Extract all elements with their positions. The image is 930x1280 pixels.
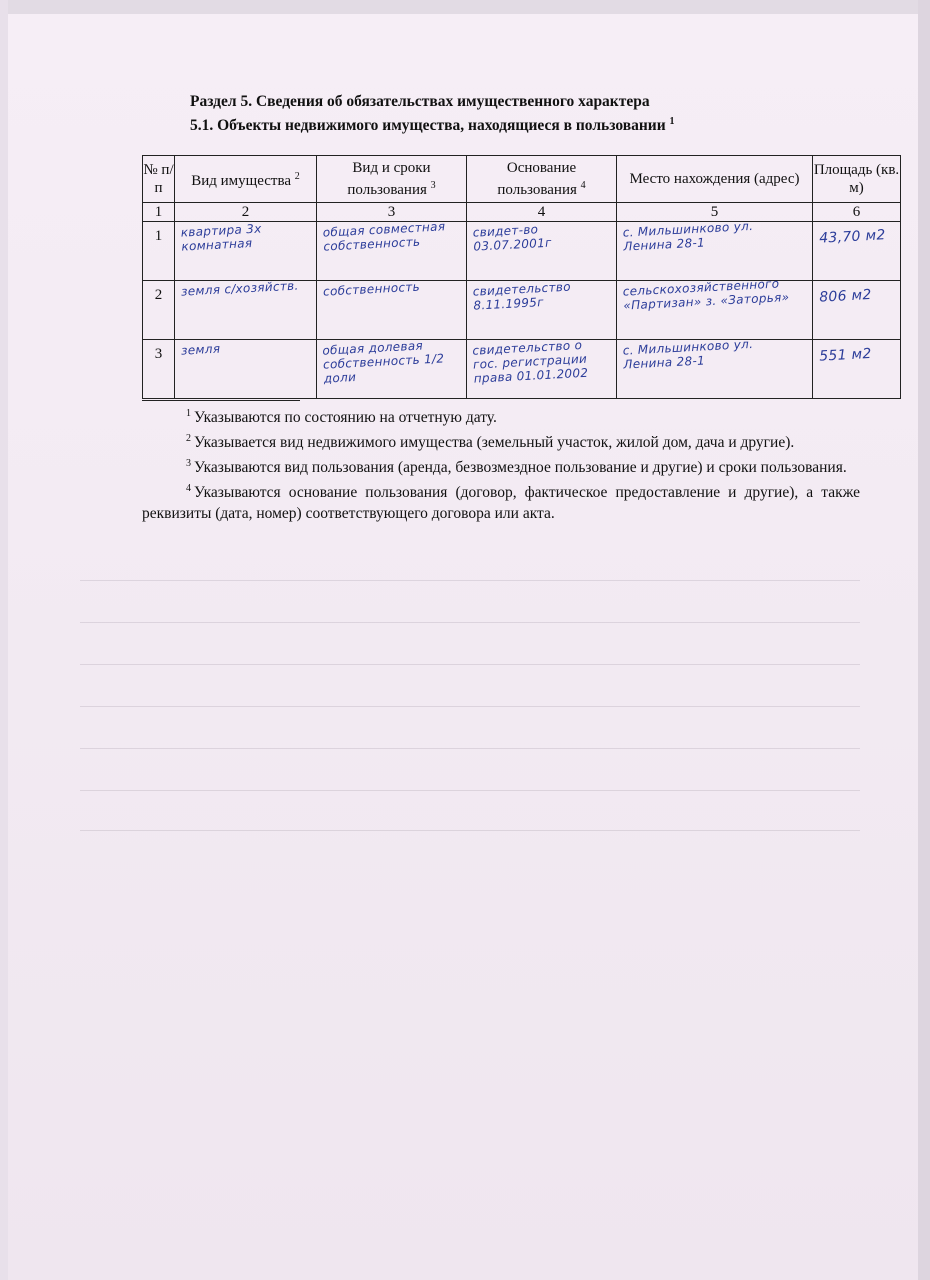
cell-usage-basis: свидетельство о гос. регистрации права 01.01.2002 — [467, 340, 617, 399]
scan-edge-left — [0, 0, 8, 1280]
cell-location: с. Мильшинково ул. Ленина 28-1 — [617, 340, 813, 399]
bleed-through-line — [80, 706, 860, 707]
bleed-through-line — [80, 790, 860, 791]
cell-location: с. Мильшинково ул. Ленина 28-1 — [617, 222, 813, 281]
column-number: 6 — [813, 203, 901, 222]
cell-property-type: земля с/хозяйств. — [175, 281, 317, 340]
subsection-title — [190, 112, 675, 136]
header-usage-basis: Основание пользования $^4$ — [467, 156, 617, 203]
cell-area: 43,70 м2 — [813, 222, 901, 281]
row-number: 3 — [143, 340, 175, 399]
bleed-through-line — [80, 664, 860, 665]
subsection-title-text: 5.1. Объекты недвижимого имущества, находящиеся в пользовании — [190, 117, 666, 135]
column-number: 5 — [617, 203, 813, 222]
column-number: 1 — [143, 203, 175, 222]
bleed-through-line — [80, 830, 860, 831]
section-heading — [190, 92, 675, 136]
footnote-divider — [142, 400, 300, 401]
footnote-ref: 1 — [669, 116, 675, 127]
bleed-through-line — [80, 622, 860, 623]
cell-area: 551 м2 — [813, 340, 901, 399]
scan-edge-top — [0, 0, 930, 14]
cell-usage-type: собственность — [317, 281, 467, 340]
footnote: $^3$ Указываются вид пользования (аренда, безвозмездное пользование и другие) и сроки пользования. — [186, 458, 847, 477]
footnote: $^1$ Указываются по состоянию на отчетную дату. — [186, 408, 497, 427]
cell-usage-basis: свидет-во 03.07.2001г — [467, 222, 617, 281]
property-table — [142, 155, 901, 399]
table-header-row — [143, 156, 901, 203]
cell-usage-type: общая долевая собственность 1/2 доли — [317, 340, 467, 399]
bleed-through-line — [80, 580, 860, 581]
bleed-through-line — [80, 748, 860, 749]
header-location: Место нахождения (адрес) — [617, 156, 813, 203]
header-usage-type: Вид и сроки пользования $^3$ — [317, 156, 467, 203]
column-number: 2 — [175, 203, 317, 222]
cell-location: сельскохозяйственного «Партизан» з. «Заторья» — [617, 281, 813, 340]
column-number: 3 — [317, 203, 467, 222]
footnote: $^4$ Указываются основание пользования (договор, фактическое предоставление и другие), а также реквизиты (дата, номер) соответствующего договора или акта. — [142, 483, 860, 522]
table-row — [143, 340, 901, 399]
cell-usage-type: общая совместная собственность — [317, 222, 467, 281]
column-number: 4 — [467, 203, 617, 222]
cell-area: 806 м2 — [813, 281, 901, 340]
section-title: Раздел 5. Сведения об обязательствах имущественного характера — [190, 93, 650, 110]
scan-edge-right — [918, 0, 930, 1280]
footnote: $^2$ Указывается вид недвижимого имущества (земельный участок, жилой дом, дача и другие). — [186, 433, 795, 452]
row-number: 2 — [143, 281, 175, 340]
row-number: 1 — [143, 222, 175, 281]
header-number: № п/п — [143, 156, 175, 203]
header-property-type: Вид имущества $^2$ — [175, 156, 317, 203]
header-area: Площадь (кв. м) — [813, 156, 901, 203]
cell-property-type: земля — [175, 340, 317, 399]
cell-usage-basis: свидетельство 8.11.1995г — [467, 281, 617, 340]
cell-property-type: квартира 3х комнатная — [175, 222, 317, 281]
footnotes — [142, 404, 860, 525]
